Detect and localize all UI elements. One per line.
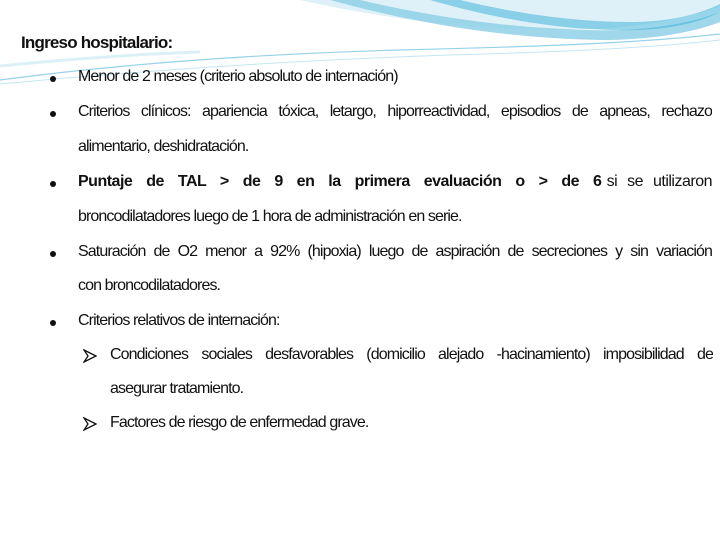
list-item-text-line (78, 173, 712, 191)
bullet-dot (50, 76, 56, 82)
list-item-text: Criterios clínicos: apariencia tóxica, letargo, hiporreactividad, episodios de apneas, rechazo (78, 103, 712, 120)
list-item-text: con broncodilatadores. (78, 277, 221, 294)
bullet-dot (50, 320, 56, 326)
tal-score-regular-text: si se utilizaron (606, 173, 712, 190)
bullet-dot (50, 251, 56, 257)
tal-score-bold-text: Puntaje de TAL > de 9 en la primera evaluación o > de 6 (78, 173, 602, 190)
list-item-text: alimentario, deshidratación. (78, 138, 249, 155)
sub-list-item-text: Factores de riesgo de enfermedad grave. (110, 414, 369, 431)
bullet-dot (50, 181, 56, 187)
list-item-text: Menor de 2 meses (criterio absoluto de internación) (78, 68, 398, 85)
arrow-bullet-icon (83, 417, 97, 431)
slide-title: Ingreso hospitalario: (21, 33, 173, 52)
list-item-text: Criterios relativos de internación: (78, 312, 280, 329)
list-item-text: broncodilatadores luego de 1 hora de administración en serie. (78, 208, 462, 225)
arrow-bullet-icon (83, 349, 97, 363)
bullet-dot (50, 111, 56, 117)
list-item-text: Saturación de O2 menor a 92% (hipoxia) luego de aspiración de secreciones y sin variación (78, 243, 712, 260)
sub-list-item-text: asegurar tratamiento. (110, 380, 244, 397)
sub-list-item-text: Condiciones sociales desfavorables (domicilio alejado -hacinamiento) imposibilidad de (110, 346, 713, 363)
